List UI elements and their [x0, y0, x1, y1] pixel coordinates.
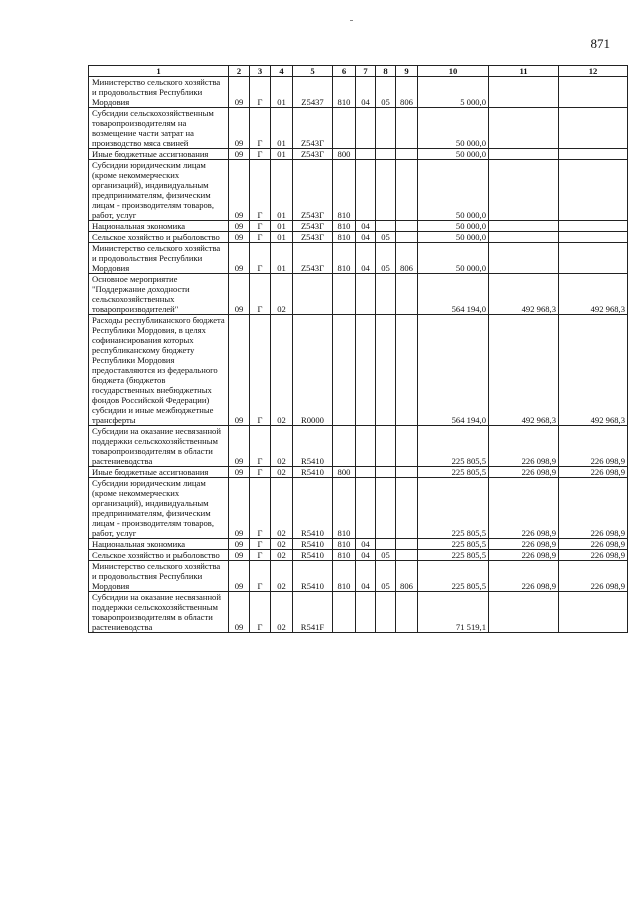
amount-cell: 492 968,3 — [559, 315, 628, 426]
amount-cell: 50 000,0 — [418, 221, 489, 232]
code-cell: 09 — [229, 315, 250, 426]
code-cell — [376, 274, 396, 315]
code-cell: 02 — [271, 478, 293, 539]
code-cell — [356, 274, 376, 315]
code-cell — [376, 478, 396, 539]
amount-cell — [559, 108, 628, 149]
amount-cell — [559, 592, 628, 633]
table-header-row — [89, 66, 628, 77]
code-cell: R5410 — [293, 426, 333, 467]
amount-cell — [489, 77, 559, 108]
code-cell: 810 — [333, 561, 356, 592]
amount-cell: 226 098,9 — [489, 561, 559, 592]
item-name-cell: Иные бюджетные ассигнования — [89, 467, 229, 478]
code-cell: 810 — [333, 232, 356, 243]
column-header: 12 — [559, 66, 628, 77]
amount-cell — [489, 149, 559, 160]
table-row — [89, 561, 628, 592]
code-cell: 09 — [229, 550, 250, 561]
code-cell — [333, 426, 356, 467]
amount-cell: 226 098,9 — [559, 478, 628, 539]
amount-cell: 492 968,3 — [559, 274, 628, 315]
code-cell — [376, 221, 396, 232]
code-cell — [396, 539, 418, 550]
code-cell: 04 — [356, 232, 376, 243]
amount-cell: 5 000,0 — [418, 77, 489, 108]
amount-cell: 492 968,3 — [489, 274, 559, 315]
code-cell: 05 — [376, 243, 396, 274]
amount-cell: 225 805,5 — [418, 478, 489, 539]
code-cell: 02 — [271, 592, 293, 633]
code-cell: R5410 — [293, 550, 333, 561]
code-cell — [396, 426, 418, 467]
table-row — [89, 77, 628, 108]
code-cell: Z543Г — [293, 243, 333, 274]
amount-cell: 226 098,9 — [489, 550, 559, 561]
code-cell: 09 — [229, 243, 250, 274]
amount-cell: 226 098,9 — [559, 539, 628, 550]
code-cell: 09 — [229, 77, 250, 108]
column-header: 11 — [489, 66, 559, 77]
column-header: 5 — [293, 66, 333, 77]
code-cell: R5410 — [293, 561, 333, 592]
code-cell — [396, 315, 418, 426]
amount-cell: 225 805,5 — [418, 426, 489, 467]
amount-cell — [559, 221, 628, 232]
code-cell: 810 — [333, 243, 356, 274]
amount-cell — [559, 160, 628, 221]
code-cell: 02 — [271, 274, 293, 315]
code-cell: 05 — [376, 550, 396, 561]
item-name-cell: Расходы республиканского бюджета Республики Мордовия, в целях софинансирования которых республиканскому бюджету Республики Мордовия предоставляются из федерального бюджета (бюджетов государственных внебюджетных фондов Российской Федерации) субсидии и иные межбюджетные трансферты — [89, 315, 229, 426]
amount-cell: 225 805,5 — [418, 539, 489, 550]
code-cell: 810 — [333, 550, 356, 561]
column-header: 10 — [418, 66, 489, 77]
code-cell: Г — [250, 550, 271, 561]
amount-cell: 71 519,1 — [418, 592, 489, 633]
code-cell: Z543Г — [293, 108, 333, 149]
code-cell — [396, 592, 418, 633]
code-cell: Г — [250, 243, 271, 274]
code-cell — [396, 274, 418, 315]
code-cell: 810 — [333, 539, 356, 550]
table-row — [89, 149, 628, 160]
code-cell — [333, 274, 356, 315]
amount-cell: 564 194,0 — [418, 315, 489, 426]
table-row — [89, 108, 628, 149]
amount-cell: 50 000,0 — [418, 108, 489, 149]
code-cell: 800 — [333, 149, 356, 160]
code-cell — [356, 592, 376, 633]
amount-cell: 50 000,0 — [418, 160, 489, 221]
table-row — [89, 539, 628, 550]
table-row — [89, 243, 628, 274]
code-cell: Г — [250, 149, 271, 160]
code-cell — [356, 108, 376, 149]
code-cell: 04 — [356, 561, 376, 592]
code-cell: 810 — [333, 77, 356, 108]
item-name-cell: Министерство сельского хозяйства и продовольствия Республики Мордовия — [89, 77, 229, 108]
code-cell — [396, 478, 418, 539]
amount-cell — [559, 243, 628, 274]
code-cell — [293, 274, 333, 315]
code-cell: R541F — [293, 592, 333, 633]
code-cell — [356, 315, 376, 426]
amount-cell — [489, 592, 559, 633]
code-cell — [396, 550, 418, 561]
code-cell: Z543Г — [293, 232, 333, 243]
code-cell — [333, 315, 356, 426]
code-cell — [396, 149, 418, 160]
code-cell: 810 — [333, 478, 356, 539]
code-cell — [376, 315, 396, 426]
item-name-cell: Министерство сельского хозяйства и продовольствия Республики Мордовия — [89, 561, 229, 592]
code-cell: Z543Г — [293, 149, 333, 160]
code-cell: 04 — [356, 539, 376, 550]
code-cell — [333, 108, 356, 149]
code-cell: 01 — [271, 232, 293, 243]
code-cell: 02 — [271, 539, 293, 550]
column-header: 1 — [89, 66, 229, 77]
code-cell: Z543Г — [293, 221, 333, 232]
code-cell — [396, 108, 418, 149]
amount-cell — [489, 221, 559, 232]
item-name-cell: Основное мероприятие "Поддержание доходности сельскохозяйственных товаропроизводителей" — [89, 274, 229, 315]
table-row — [89, 160, 628, 221]
code-cell: 01 — [271, 160, 293, 221]
item-name-cell: Субсидии на оказание несвязанной поддержки сельскохозяйственным товаропроизводителям в области растениеводства — [89, 426, 229, 467]
code-cell: 04 — [356, 77, 376, 108]
code-cell: R5410 — [293, 478, 333, 539]
code-cell — [356, 478, 376, 539]
item-name-cell: Субсидии сельскохозяйственным товаропроизводителям на возмещение части затрат на производство мяса свиней — [89, 108, 229, 149]
item-name-cell: Национальная экономика — [89, 539, 229, 550]
code-cell: Г — [250, 221, 271, 232]
code-cell: 09 — [229, 539, 250, 550]
code-cell: 05 — [376, 561, 396, 592]
item-name-cell: Национальная экономика — [89, 221, 229, 232]
code-cell — [376, 426, 396, 467]
code-cell: 05 — [376, 77, 396, 108]
code-cell: 09 — [229, 108, 250, 149]
amount-cell: 226 098,9 — [489, 426, 559, 467]
column-header: 4 — [271, 66, 293, 77]
code-cell: 02 — [271, 467, 293, 478]
amount-cell: 226 098,9 — [559, 550, 628, 561]
table-row — [89, 274, 628, 315]
code-cell: 04 — [356, 243, 376, 274]
code-cell: 09 — [229, 160, 250, 221]
amount-cell: 226 098,9 — [559, 426, 628, 467]
code-cell: 04 — [356, 550, 376, 561]
amount-cell: 225 805,5 — [418, 467, 489, 478]
code-cell: 01 — [271, 221, 293, 232]
code-cell: R5410 — [293, 467, 333, 478]
code-cell — [356, 160, 376, 221]
code-cell: 810 — [333, 160, 356, 221]
code-cell: 806 — [396, 77, 418, 108]
code-cell — [376, 539, 396, 550]
code-cell — [376, 592, 396, 633]
amount-cell: 564 194,0 — [418, 274, 489, 315]
amount-cell: 50 000,0 — [418, 232, 489, 243]
code-cell — [356, 149, 376, 160]
code-cell: Г — [250, 77, 271, 108]
amount-cell: 50 000,0 — [418, 243, 489, 274]
code-cell: Г — [250, 592, 271, 633]
code-cell: Г — [250, 232, 271, 243]
code-cell — [376, 160, 396, 221]
table-row — [89, 426, 628, 467]
item-name-cell: Сельское хозяйство и рыболовство — [89, 232, 229, 243]
code-cell: Г — [250, 561, 271, 592]
scan-speck — [350, 20, 353, 21]
code-cell: Г — [250, 467, 271, 478]
code-cell — [376, 108, 396, 149]
table-row — [89, 478, 628, 539]
code-cell: 02 — [271, 561, 293, 592]
code-cell: 01 — [271, 149, 293, 160]
code-cell: 09 — [229, 561, 250, 592]
amount-cell: 225 805,5 — [418, 561, 489, 592]
item-name-cell: Субсидии юридическим лицам (кроме некоммерческих организаций), индивидуальным предпринимателям, физическим лицам - производителям товаров, работ, услуг — [89, 160, 229, 221]
code-cell: 09 — [229, 467, 250, 478]
code-cell — [356, 467, 376, 478]
column-header: 6 — [333, 66, 356, 77]
code-cell — [396, 232, 418, 243]
budget-table — [88, 65, 628, 633]
code-cell: Г — [250, 274, 271, 315]
code-cell: Г — [250, 160, 271, 221]
item-name-cell: Министерство сельского хозяйства и продовольствия Республики Мордовия — [89, 243, 229, 274]
code-cell: Г — [250, 539, 271, 550]
code-cell — [396, 160, 418, 221]
code-cell: 01 — [271, 243, 293, 274]
item-name-cell: Сельское хозяйство и рыболовство — [89, 550, 229, 561]
code-cell: Z543Г — [293, 160, 333, 221]
column-header: 8 — [376, 66, 396, 77]
code-cell: 806 — [396, 243, 418, 274]
code-cell: 09 — [229, 149, 250, 160]
amount-cell — [559, 149, 628, 160]
code-cell: 09 — [229, 274, 250, 315]
column-header: 2 — [229, 66, 250, 77]
code-cell: 09 — [229, 232, 250, 243]
amount-cell: 492 968,3 — [489, 315, 559, 426]
code-cell: 02 — [271, 315, 293, 426]
amount-cell: 50 000,0 — [418, 149, 489, 160]
code-cell: 09 — [229, 592, 250, 633]
code-cell: 09 — [229, 426, 250, 467]
amount-cell: 226 098,9 — [559, 561, 628, 592]
code-cell: 02 — [271, 426, 293, 467]
table-row — [89, 221, 628, 232]
code-cell — [333, 592, 356, 633]
table-body — [89, 77, 628, 633]
item-name-cell: Субсидии на оказание несвязанной поддержки сельскохозяйственным товаропроизводителям в области растениеводства — [89, 592, 229, 633]
table-row — [89, 467, 628, 478]
amount-cell: 226 098,9 — [489, 539, 559, 550]
amount-cell — [489, 108, 559, 149]
code-cell: 09 — [229, 221, 250, 232]
amount-cell — [489, 160, 559, 221]
code-cell — [376, 467, 396, 478]
code-cell: 806 — [396, 561, 418, 592]
code-cell: 04 — [356, 221, 376, 232]
column-header: 3 — [250, 66, 271, 77]
item-name-cell: Субсидии юридическим лицам (кроме некоммерческих организаций), индивидуальным предпринимателям, физическим лицам - производителям товаров, работ, услуг — [89, 478, 229, 539]
code-cell: 05 — [376, 232, 396, 243]
item-name-cell: Иные бюджетные ассигнования — [89, 149, 229, 160]
amount-cell: 226 098,9 — [559, 467, 628, 478]
amount-cell: 226 098,9 — [489, 478, 559, 539]
code-cell: 810 — [333, 221, 356, 232]
amount-cell — [559, 232, 628, 243]
code-cell — [376, 149, 396, 160]
table-row — [89, 315, 628, 426]
amount-cell — [489, 232, 559, 243]
column-header: 7 — [356, 66, 376, 77]
amount-cell — [559, 77, 628, 108]
code-cell: R5410 — [293, 539, 333, 550]
column-header: 9 — [396, 66, 418, 77]
code-cell — [396, 467, 418, 478]
code-cell: Г — [250, 108, 271, 149]
code-cell: Г — [250, 426, 271, 467]
amount-cell: 226 098,9 — [489, 467, 559, 478]
code-cell: Z5437 — [293, 77, 333, 108]
page-number: 871 — [590, 36, 610, 51]
table-row — [89, 592, 628, 633]
code-cell: Г — [250, 315, 271, 426]
amount-cell: 225 805,5 — [418, 550, 489, 561]
code-cell: 01 — [271, 108, 293, 149]
code-cell: R0000 — [293, 315, 333, 426]
code-cell — [396, 221, 418, 232]
code-cell: 800 — [333, 467, 356, 478]
code-cell: 01 — [271, 77, 293, 108]
table-row — [89, 550, 628, 561]
table-row — [89, 232, 628, 243]
code-cell: Г — [250, 478, 271, 539]
code-cell — [356, 426, 376, 467]
code-cell: 02 — [271, 550, 293, 561]
amount-cell — [489, 243, 559, 274]
code-cell: 09 — [229, 478, 250, 539]
